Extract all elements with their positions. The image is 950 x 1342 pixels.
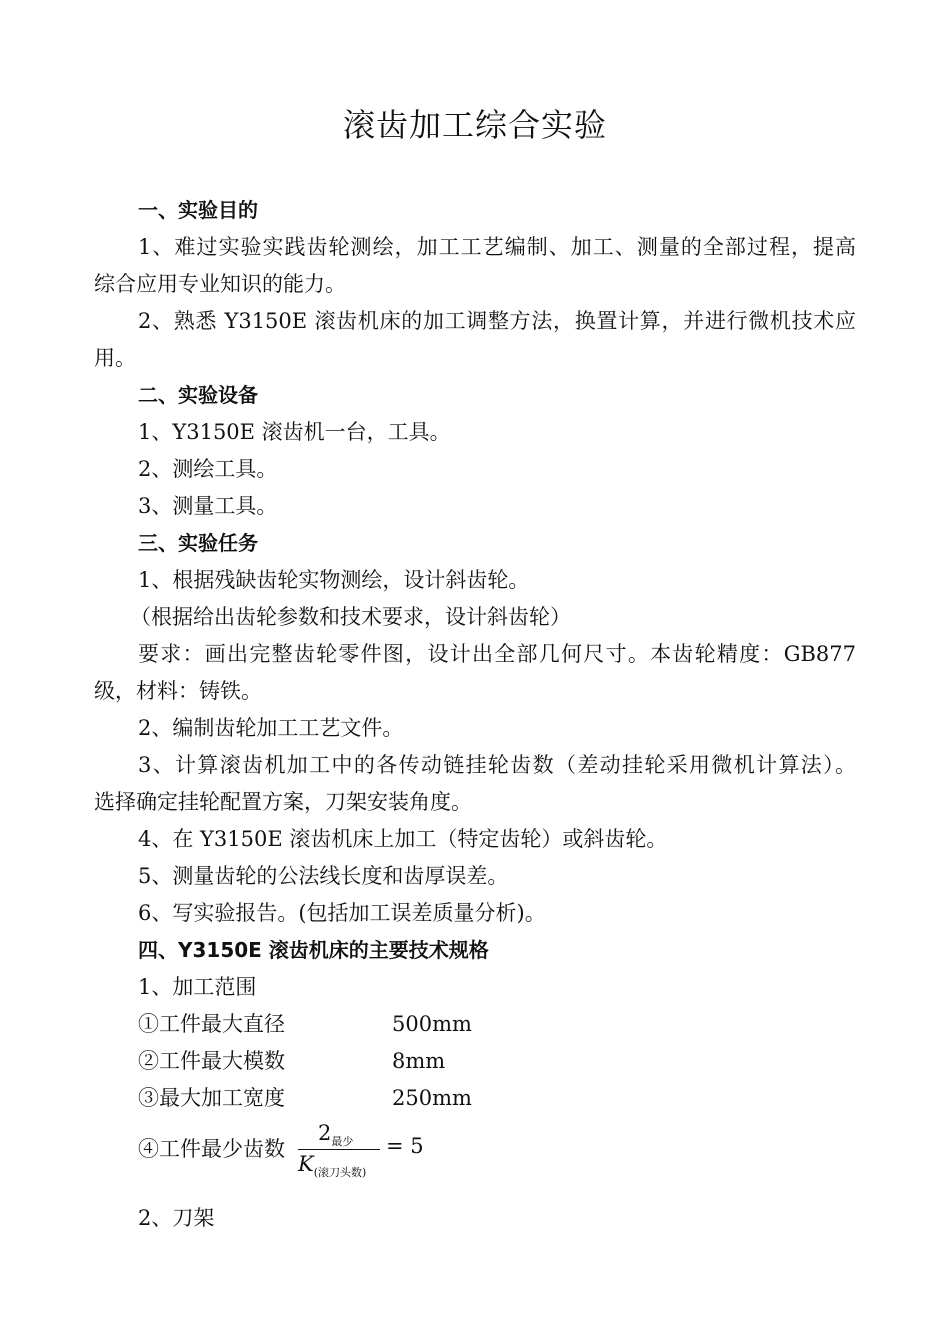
list-item: 6、写实验报告。(包括加工误差质量分析)。 (138, 901, 546, 925)
spec-label: ④工件最少齿数 (138, 1137, 285, 1161)
formula-numerator (318, 1121, 353, 1149)
section-heading-equipment: 二、实验设备 (138, 383, 258, 407)
list-item: 5、测量齿轮的公法线长度和齿厚误差。 (138, 864, 509, 888)
paragraph-line: 要求：画出完整齿轮零件图，设计出全部几何尺寸。本齿轮精度：GB877 (138, 642, 856, 666)
list-item: 3、测量工具。 (138, 494, 278, 518)
section-heading-specs: 四、Y3150E 滚齿机床的主要技术规格 (138, 938, 489, 962)
subsection-heading: 2、刀架 (138, 1206, 215, 1230)
paragraph-line: 用。 (94, 346, 136, 370)
list-item: 2、测绘工具。 (138, 457, 278, 481)
paragraph-line: 2、熟悉 Y3150E 滚齿机床的加工调整方法，换置计算，并进行微机技术应 (138, 309, 856, 333)
subsection-heading: 1、加工范围 (138, 975, 257, 999)
paragraph-line: 选择确定挂轮配置方案，刀架安装角度。 (94, 790, 472, 814)
spec-value: 8mm (392, 1049, 446, 1073)
section-heading-tasks: 三、实验任务 (138, 531, 258, 555)
formula-numerator-sub: 最少 (331, 1135, 354, 1149)
list-item-note: （根据给出齿轮参数和技术要求，设计斜齿轮） (130, 605, 571, 629)
list-item: 2、编制齿轮加工工艺文件。 (138, 716, 404, 740)
spec-value: 500mm (392, 1012, 472, 1036)
list-item: 1、Y3150E 滚齿机一台，工具。 (138, 420, 451, 444)
formula-denominator-value: K (298, 1152, 314, 1176)
list-item: 1、根据残缺齿轮实物测绘，设计斜齿轮。 (138, 568, 530, 592)
formula-result: = 5 (386, 1134, 424, 1158)
paragraph-line: 1、难过实验实践齿轮测绘，加工工艺编制、加工、测量的全部过程，提高 (138, 235, 856, 259)
spec-label: ①工件最大直径 (138, 1012, 285, 1036)
section-heading-purpose: 一、实验目的 (138, 198, 258, 222)
document-title: 滚齿加工综合实验 (342, 106, 607, 144)
paragraph-line: 级，材料：铸铁。 (94, 679, 262, 703)
formula-denominator-sub: (滚刀头数) (313, 1166, 367, 1180)
spec-value: 250mm (392, 1086, 472, 1110)
formula-fraction-bar (298, 1149, 380, 1150)
spec-label: ③最大加工宽度 (138, 1086, 285, 1110)
paragraph-line: 综合应用专业知识的能力。 (94, 272, 346, 296)
list-item: 4、在 Y3150E 滚齿机床上加工（特定齿轮）或斜齿轮。 (138, 827, 668, 851)
formula-denominator (298, 1152, 366, 1180)
formula-numerator-value: 2 (318, 1121, 332, 1145)
paragraph-line: 3、计算滚齿机加工中的各传动链挂轮齿数（差动挂轮采用微机计算法）。 (138, 753, 856, 777)
spec-label: ②工件最大模数 (138, 1049, 285, 1073)
